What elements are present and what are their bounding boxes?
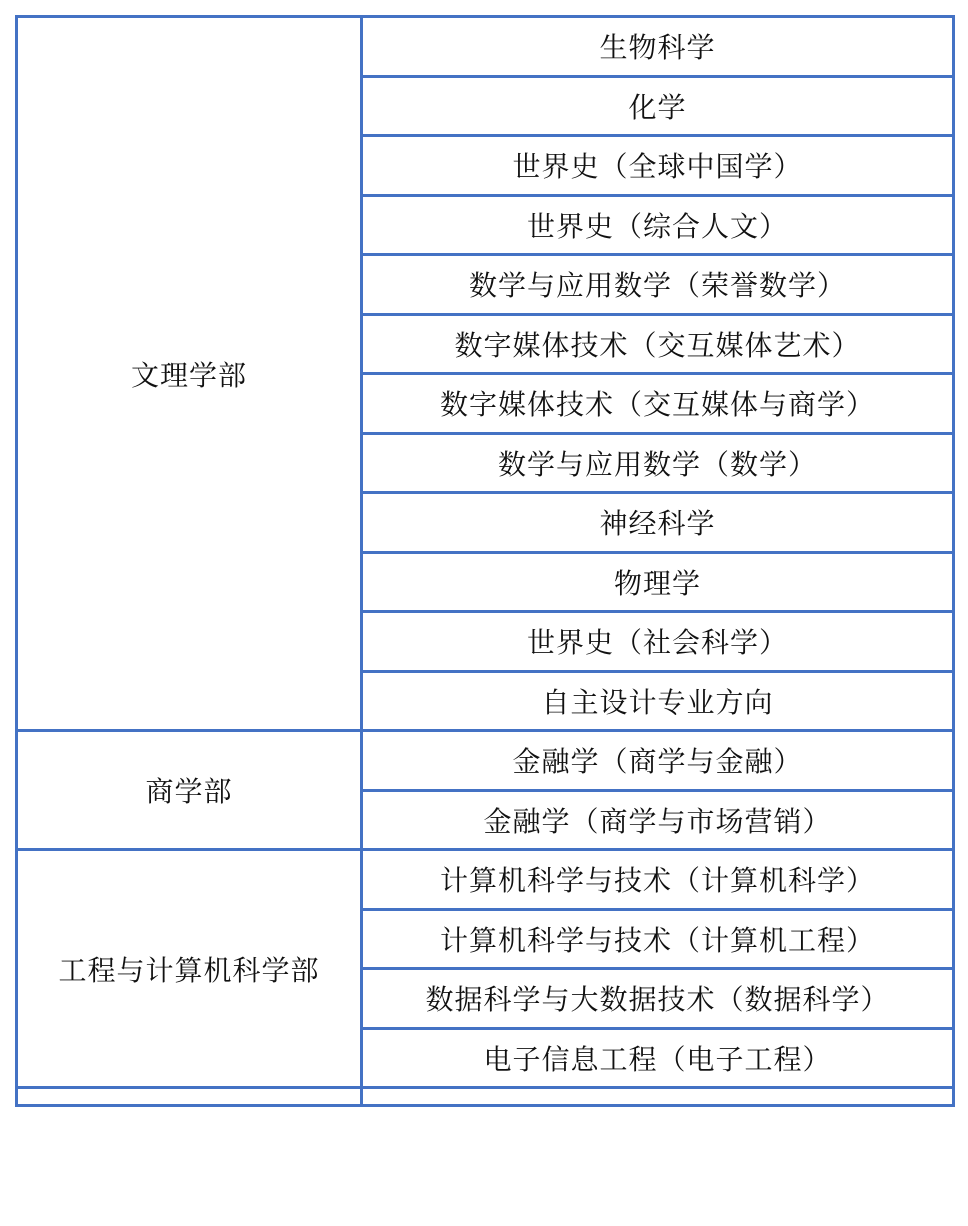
department-cell: 工程与计算机科学部 (17, 850, 362, 1088)
department-cell-partial (17, 1088, 362, 1106)
major-cell: 化学 (362, 76, 954, 136)
major-cell: 计算机科学与技术（计算机工程） (362, 909, 954, 969)
major-cell: 神经科学 (362, 493, 954, 553)
major-cell: 计算机科学与技术（计算机科学） (362, 850, 954, 910)
table-row-partial (17, 1088, 954, 1106)
major-cell: 数学与应用数学（荣誉数学） (362, 255, 954, 315)
majors-table (15, 15, 955, 1107)
major-cell: 生物科学 (362, 17, 954, 77)
major-cell-partial (362, 1088, 954, 1106)
department-cell: 文理学部 (17, 17, 362, 731)
major-cell: 金融学（商学与市场营销） (362, 790, 954, 850)
major-cell: 数字媒体技术（交互媒体艺术） (362, 314, 954, 374)
major-cell: 世界史（综合人文） (362, 195, 954, 255)
major-cell: 自主设计专业方向 (362, 671, 954, 731)
major-cell: 电子信息工程（电子工程） (362, 1028, 954, 1088)
major-cell: 数据科学与大数据技术（数据科学） (362, 969, 954, 1029)
table-row (17, 731, 954, 791)
major-cell: 世界史（全球中国学） (362, 136, 954, 196)
major-cell: 数字媒体技术（交互媒体与商学） (362, 374, 954, 434)
major-cell: 金融学（商学与金融） (362, 731, 954, 791)
major-cell: 物理学 (362, 552, 954, 612)
table-row (17, 850, 954, 910)
table-row (17, 17, 954, 77)
major-cell: 世界史（社会科学） (362, 612, 954, 672)
department-cell: 商学部 (17, 731, 362, 850)
major-cell: 数学与应用数学（数学） (362, 433, 954, 493)
